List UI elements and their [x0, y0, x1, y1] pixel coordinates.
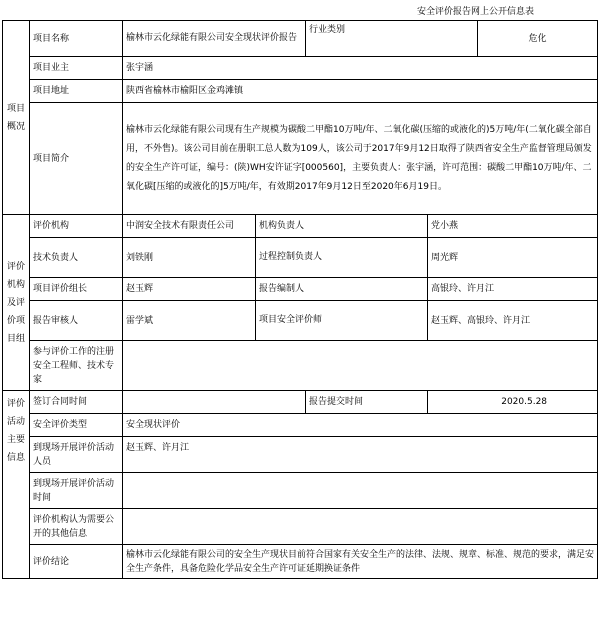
- onsite-people-label: 到现场开展评价活动人员: [30, 437, 123, 473]
- agency-label: 评价机构: [30, 215, 123, 238]
- address-value: 陕西省榆林市榆阳区金鸡滩镇: [123, 80, 598, 103]
- team-lead-value: 赵玉辉: [123, 278, 256, 301]
- safety-evaluator-value: 赵玉辉、高银玲、许月江: [428, 301, 598, 341]
- owner-value: 张宇涵: [123, 57, 598, 80]
- tech-head-label: 技术负责人: [30, 238, 123, 278]
- report-date-value: 2020.5.28: [428, 391, 598, 414]
- section-evaluation-activity: 评价活动主要信息: [3, 391, 30, 579]
- engineers-value: [123, 341, 598, 391]
- reviewer-label: 报告审核人: [30, 301, 123, 341]
- safety-evaluator-label: 项目安全评价师: [256, 301, 428, 341]
- agency-head-value: 党小燕: [428, 215, 598, 238]
- other-info-label: 评价机构认为需要公开的其他信息: [30, 509, 123, 545]
- report-writer-value: 高银玲、许月江: [428, 278, 598, 301]
- industry-label: 行业类别: [306, 21, 478, 57]
- conclusion-value: 榆林市云化绿能有限公司的安全生产现状目前符合国家有关安全生产的法律、法规、规章、标准、规范的要求，满足安全生产条件，具备危险化学品安全生产许可证延期换证条件: [123, 545, 598, 579]
- contract-time-value: [123, 391, 306, 414]
- engineers-label: 参与评价工作的注册安全工程师、技术专家: [30, 341, 123, 391]
- disclosure-table: [2, 20, 598, 579]
- agency-head-label: 机构负责人: [256, 215, 428, 238]
- eval-type-label: 安全评价类型: [30, 414, 123, 437]
- section-project-overview: 项目概况: [3, 21, 30, 215]
- conclusion-label: 评价结论: [30, 545, 123, 579]
- team-lead-label: 项目评价组长: [30, 278, 123, 301]
- project-name-value: 榆林市云化绿能有限公司安全现状评价报告: [123, 21, 306, 57]
- onsite-time-label: 到现场开展评价活动时间: [30, 473, 123, 509]
- reviewer-value: 雷学斌: [123, 301, 256, 341]
- agency-value: 中润安全技术有限责任公司: [123, 215, 256, 238]
- document-title: 安全评价报告网上公开信息表: [416, 7, 534, 17]
- project-name-label: 项目名称: [30, 21, 123, 57]
- intro-label: 项目简介: [30, 103, 123, 215]
- address-label: 项目地址: [30, 80, 123, 103]
- eval-type-value: 安全现状评价: [123, 414, 598, 437]
- onsite-time-value: [123, 473, 598, 509]
- section-evaluation-org: 评价机构及评价项目组: [3, 215, 30, 391]
- intro-value: 榆林市云化绿能有限公司现有生产规模为碳酸二甲酯10万吨/年、二氧化碳(压缩的或液化的)5万吨/年(二氧化碳全部自用，不外售)。该公司目前在册职工总人数为109人，该公司于2017年9月12日取得了陕西省安全生产监督管理局颁发的安全生产许可证，编号：(陕)WH安许证字[000560]，主要负责人：张宇涵，许可范围：碳酸二甲酯10万吨/年、二氧化碳[压缩的或液化的]5万吨/年，有效期2017年9月12日至2020年6月19日。: [123, 103, 598, 215]
- process-head-label: 过程控制负责人: [256, 238, 428, 278]
- contract-time-label: 签订合同时间: [30, 391, 123, 414]
- process-head-value: 周光辉: [428, 238, 598, 278]
- other-info-value: [123, 509, 598, 545]
- industry-value: 危化: [478, 21, 598, 57]
- onsite-people-value: 赵玉辉、许月江: [123, 437, 598, 473]
- owner-label: 项目业主: [30, 57, 123, 80]
- tech-head-value: 刘铁刚: [123, 238, 256, 278]
- report-writer-label: 报告编制人: [256, 278, 428, 301]
- report-date-label: 报告提交时间: [306, 391, 428, 414]
